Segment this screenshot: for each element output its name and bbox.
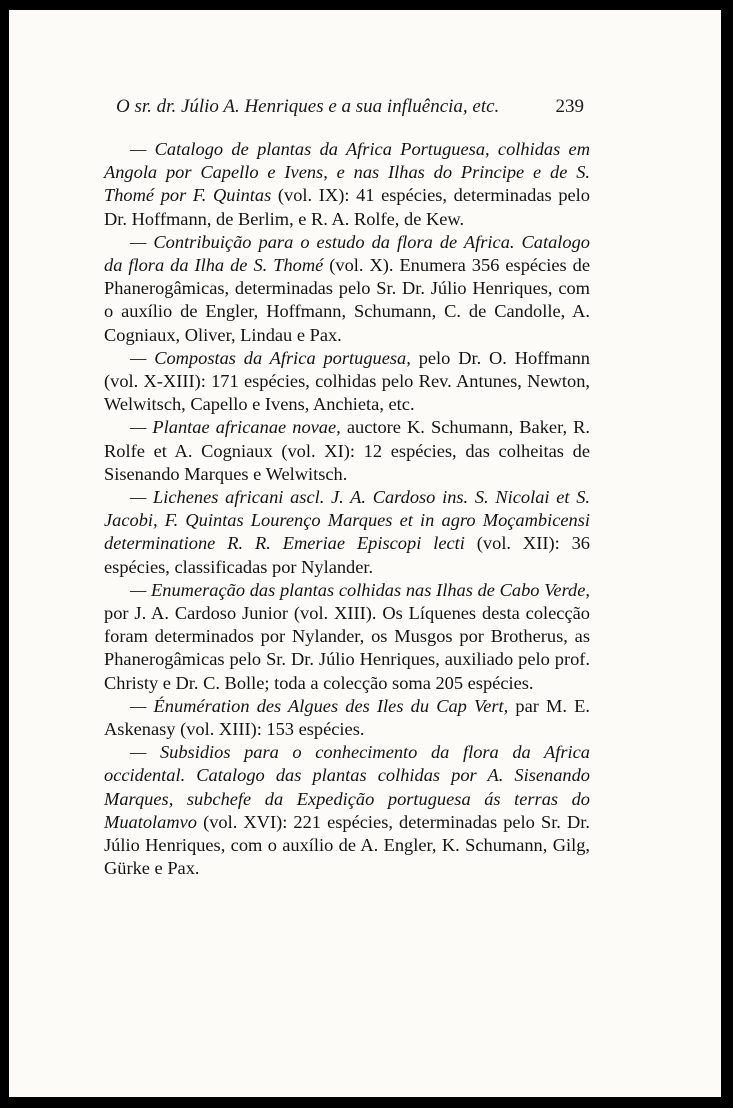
entry-title: — Catalogo de plantas da Africa Portuguesa, colhidas em Angola por Capello e Ivens, e nas Ilhas do Principe e de S. Thomé por F. Quintas [104, 139, 590, 206]
running-head [116, 96, 584, 118]
catalogue-list [104, 138, 590, 881]
catalogue-entry [104, 347, 590, 417]
entry-title: — Lichenes africani ascl. J. A. Cardoso ins. S. Nicolai et S. Jacobi, F. Quintas Lourenço Marques et in agro Moçambicensi determinatione R. R. Emeriae Episcopi lecti [104, 487, 590, 554]
entry-text: (vol. X). Enumera 356 espécies de Phanerogâmicas, determinadas pelo Sr. Dr. Júlio Henriques, com o auxílio de Engler, Hoffmann, Schumann, C. de Candolle, A. Cogniaux, Oliver, Lindau e Pax. [104, 255, 590, 345]
entry-title: — Énumération des Algues des Iles du Cap Vert, [130, 695, 509, 716]
entry-title: — Plantae africanae novae, [130, 417, 341, 438]
entry-text: (vol. XVI): 221 espécies, determinadas pelo Sr. Dr. Júlio Henriques, com o auxílio de A. Engler, K. Schumann, Gilg, Gürke e Pax. [104, 811, 590, 879]
entry-text: auctore K. Schumann, Baker, R. Rolfe et A. Cogniaux (vol. XI): 12 espécies, das colheitas de Sisenando Marques e Welwitsch. [104, 417, 590, 484]
catalogue-entry [104, 231, 590, 347]
page-number: 239 [555, 96, 584, 117]
entry-text: pelo Dr. O. Hoffmann (vol. X-XIII): 171 espécies, colhidas pelo Rev. Antunes, Newton, Welwitsch, Capello e Ivens, Anchieta, etc. [104, 347, 590, 415]
book-page [9, 10, 721, 1097]
entry-title: — Compostas da Africa portuguesa, [130, 347, 411, 368]
catalogue-entry [104, 579, 590, 695]
catalogue-entry [104, 138, 590, 231]
entry-title: — Contribuição para o estudo da flora de Africa. Catalogo da flora da Ilha de S. Thomé [104, 231, 590, 276]
entry-text: par M. E. Askenasy (vol. XIII): 153 espécies. [104, 695, 590, 740]
catalogue-entry [104, 486, 590, 579]
catalogue-entry [104, 741, 590, 880]
entry-title: — Subsidios para o conhecimento da flora da Africa occidental. Catalogo das plantas colhidas por A. Sisenando Marques, subchefe da Expedição portuguesa ás terras do Muatolamvo [104, 742, 590, 832]
running-head-title: O sr. dr. Júlio A. Henriques e a sua influência, etc. [116, 96, 500, 117]
entry-title: — Enumeração das plantas colhidas nas Ilhas de Cabo Verde, [130, 579, 590, 600]
entry-text: (vol. XII): 36 espécies, classificadas por Nylander. [104, 533, 591, 577]
catalogue-entry [104, 416, 590, 486]
entry-text: por J. A. Cardoso Junior (vol. XIII). Os Líquenes desta colecção foram determinados por Nylander, os Musgos por Brotherus, as Phanerogâmicas pelo Sr. Dr. Júlio Henriques, auxiliado pelo prof. Christy e Dr. C. Bolle; toda a colecção soma 205 espécies. [104, 603, 590, 693]
entry-text: (vol. IX): 41 espécies, determinadas pelo Dr. Hoffmann, de Berlim, e R. A. Rolfe, de Kew. [104, 185, 590, 229]
catalogue-entry [104, 695, 590, 741]
